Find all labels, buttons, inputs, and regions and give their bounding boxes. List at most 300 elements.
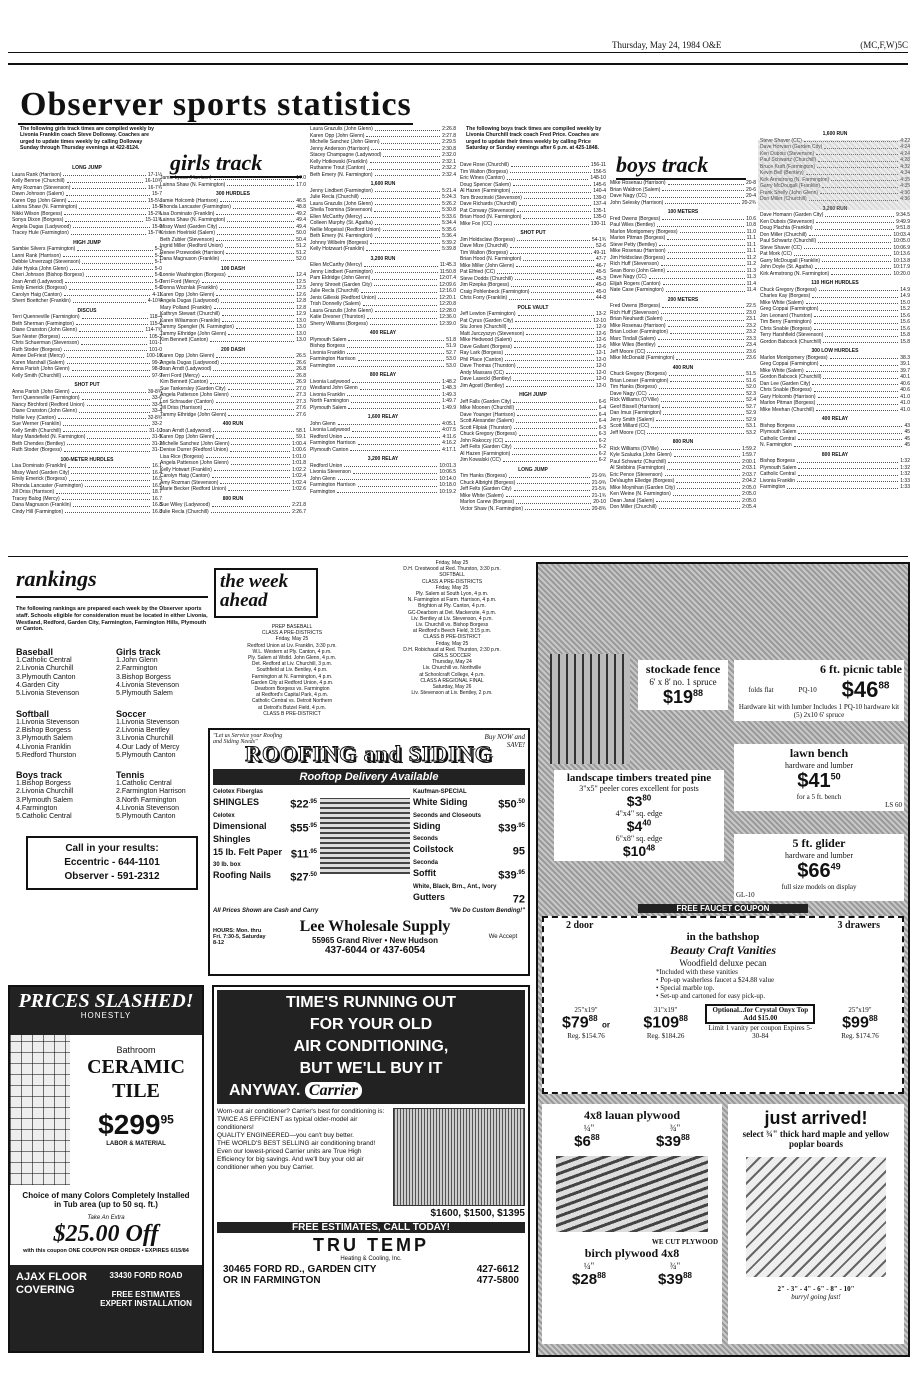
athlete-name: Plymouth Salem: [760, 429, 797, 435]
leader-dots: [668, 180, 744, 185]
stat-mark: 31-1: [151, 447, 162, 453]
leader-dots: [665, 472, 741, 477]
lee-wholesale-phone: 437-6044 or 437-6054: [324, 945, 426, 957]
stat-mark: 12-6: [595, 337, 606, 343]
stat-mark: 4:36: [900, 189, 910, 196]
athlete-name: Tammy Ethridge (John Glenn): [160, 330, 227, 337]
athlete-name: Sonya Dixon (Borgess): [12, 217, 64, 223]
athlete-name: Ruthanne Trout (Canton): [310, 165, 366, 171]
athlete-name: Doug Spencer (Salem): [460, 181, 511, 188]
athlete-name: Michelle Sanchez (John Glenn): [310, 139, 380, 145]
ranking-item: 5.Livonia Stevenson: [16, 690, 80, 698]
athlete-name: Joan Arndt (Ladywood): [160, 366, 212, 372]
roofing-item-price: $\$50^{.50}$: [498, 798, 525, 811]
leader-dots: [825, 212, 894, 217]
stat-mark: 14.9: [900, 286, 910, 293]
stat-mark: 100-10: [146, 353, 162, 359]
leader-dots: [338, 421, 441, 426]
athlete-name: Farmington: [310, 362, 336, 369]
roofing-item-name: 15 lb. Felt Paper: [213, 846, 283, 857]
leader-dots: [353, 469, 437, 474]
athlete-name: Eric Wines (Canton): [460, 175, 505, 181]
stat-mark: 5:36.4: [442, 233, 456, 239]
athlete-name: Dave Homann (Garden City): [760, 212, 824, 218]
athlete-name: Sambie Silvers (Farmington): [12, 246, 76, 252]
stat-mark: 12-6: [595, 343, 606, 350]
athlete-name: Katie Dresner (Thurston): [310, 314, 366, 320]
leader-dots: [214, 305, 295, 310]
leader-dots: [514, 344, 594, 349]
leader-dots: [816, 219, 894, 224]
stat-mark: 12.8: [296, 298, 306, 304]
athlete-name: Victor Shaw (N. Farmington): [460, 505, 523, 512]
stat-mark: 140-4: [593, 188, 606, 194]
athlete-name: Sue Wiley (Ladywood): [160, 502, 211, 508]
athlete-name: Laura Grazulis (John Glenn): [310, 307, 373, 314]
stat-mark: 148-10: [590, 175, 606, 181]
athlete-name: Julie Recla (Churchill): [310, 288, 359, 294]
stat-mark: 40.6: [900, 380, 910, 387]
stat-mark: 15-0: [151, 223, 162, 230]
tile-illustration: [10, 1035, 70, 1185]
leader-dots: [512, 188, 591, 193]
athlete-name: Tammy Spengler (N. Farmington): [160, 324, 234, 330]
stat-mark: 27.3: [296, 398, 306, 405]
stat-mark: 11.4: [746, 280, 756, 287]
athlete-name: Jim Kowalski (CC): [460, 457, 501, 463]
leader-dots: [228, 272, 295, 277]
athlete-name: Jim Rzepka (Borgess): [460, 282, 510, 288]
leader-dots: [806, 300, 899, 305]
stat-mark: 5:21.4: [442, 187, 456, 194]
roofing-item-price: $\$39^{.95}$: [498, 822, 525, 835]
leader-dots: [661, 446, 740, 451]
roofing-item: [413, 867, 525, 883]
stat-mark: 53.0: [446, 362, 456, 369]
stat-row: [760, 442, 910, 449]
athlete-name: Dana Magnuson (Franklin): [160, 256, 220, 262]
leader-dots: [798, 436, 903, 441]
leader-dots: [360, 385, 440, 390]
stat-mark: 15-7: [151, 191, 162, 197]
leader-dots: [337, 489, 437, 494]
stat-mark: 9:34.5: [896, 212, 910, 218]
roofing-item-name: Roofing Nails: [213, 870, 271, 881]
athlete-name: Karen Opp (John Glenn): [160, 434, 215, 440]
leader-dots: [361, 288, 438, 293]
schedule-line: GIRLS SOCCER: [433, 653, 471, 660]
stat-mark: 15.6: [900, 319, 910, 325]
athlete-name: John Doyle (St. Agatha): [760, 264, 813, 270]
carrier-prices: $1600, $1500, $1395: [430, 1208, 525, 1219]
athlete-name: Mike White (Salem): [760, 299, 804, 306]
athlete-name: Dave Mize (Churchill): [460, 243, 508, 249]
stat-mark: 41.0: [900, 400, 910, 406]
stat-mark: 46.5: [296, 197, 306, 204]
event-heading: 300 LOW HURDLES: [811, 348, 859, 354]
roofing-item-name: Kaufman-SPECIAL: [413, 789, 467, 795]
athlete-name: Kelly Hotwart (Franklin): [160, 466, 212, 473]
schedule-line: Det. Redford at Liv. Churchill, 3 p.m.: [251, 661, 333, 668]
athlete-name: Kim Bennett (Canton): [160, 379, 209, 385]
stat-mark: 10:06.5: [439, 469, 456, 475]
schedule-line: Friday, May 25: [435, 560, 469, 566]
ranking-item: 5.Catholic Central: [16, 813, 72, 821]
stat-mark: 10:19.2: [439, 488, 456, 495]
athlete-name: Bishop Borgess: [760, 458, 796, 464]
stat-mark: 12:20.8: [439, 301, 456, 307]
athlete-name: Garry McDougall (Franklin): [760, 257, 821, 264]
athlete-name: Kristen Hoelriskl (Salem): [160, 230, 216, 236]
leader-dots: [510, 243, 594, 248]
athlete-name: Jamie Holcomb (Harrison): [160, 197, 219, 204]
lauan-price-2: $39: [655, 1133, 681, 1150]
athlete-name: Rich Huff (Stevenson): [610, 309, 659, 316]
masthead-rule: [18, 123, 413, 125]
athlete-name: Diane Cranston (John Glenn): [12, 408, 78, 414]
stat-mark: 11.3: [746, 267, 756, 274]
athlete-name: Tammy Ethridge (John Glenn): [160, 411, 227, 418]
event-heading: HIGH JUMP: [519, 392, 547, 398]
stat-mark: 43: [904, 422, 910, 429]
ajax-ad: [8, 985, 204, 1353]
page-header: [0, 40, 916, 58]
lee-wholesale-name: Lee Wholesale Supply: [299, 918, 451, 936]
roofing-item: [213, 788, 317, 796]
girls-column-2: [160, 175, 306, 550]
stat-row: [12, 230, 162, 237]
leader-dots: [676, 355, 744, 360]
we-accept-label: We Accept: [488, 934, 518, 941]
schedule-line: Brighton at Ply. Canton, 4 p.m.: [418, 603, 486, 610]
roofing-item-name: SHINGLES: [213, 797, 260, 807]
leader-dots: [676, 478, 740, 483]
leader-dots: [503, 457, 597, 462]
leader-dots: [68, 198, 145, 203]
athlete-name: Marlon Carew (Borgess): [460, 499, 515, 505]
athlete-name: Ruth Stoder (Borgess): [12, 447, 62, 453]
leader-dots: [67, 178, 144, 183]
leader-dots: [351, 398, 440, 403]
athlete-name: Al Stebbins (Farmington): [610, 465, 666, 471]
stat-mark: 38.3: [900, 354, 910, 361]
schedule-line: at Redford's Capital Park, 4 p.m.: [255, 692, 329, 699]
event-heading: HIGH JUMP: [73, 239, 101, 246]
stat-mark: 12:36.0: [439, 314, 456, 320]
stat-mark: 10:13.8: [893, 257, 910, 264]
roofing-item-name: Seconds and Closeouts: [413, 812, 482, 819]
leader-dots: [656, 498, 740, 503]
athlete-name: Chuck Albright (Borgess): [460, 479, 516, 486]
roofing-item: [413, 812, 525, 820]
athlete-name: Westland John Glenn: [310, 385, 358, 391]
leader-dots: [820, 361, 898, 366]
stat-mark: 156-11: [590, 162, 606, 168]
leader-dots: [222, 318, 294, 323]
athlete-name: Debbie Unverzagt (Stevenson): [12, 259, 81, 265]
stat-mark: 11.1: [746, 248, 756, 254]
event-heading: 800 RELAY: [369, 372, 397, 378]
stat-mark: 12-0: [595, 369, 606, 376]
athlete-name: Livonia Ladywood: [310, 378, 351, 385]
athlete-name: Redford Union: [310, 462, 343, 469]
leader-dots: [344, 434, 440, 439]
leader-dots: [72, 389, 146, 394]
schedule-line: Ply. Salem at South Lyon, 4 p.m.: [415, 591, 489, 598]
event-heading: POLE VAULT: [517, 304, 549, 311]
leader-dots: [510, 250, 592, 255]
stat-mark: 20-2¾: [741, 199, 756, 206]
athlete-name: John Glenn: [310, 420, 336, 427]
stat-mark: 1:48.3: [442, 385, 456, 391]
athlete-name: Diane Cranston (John Glenn): [12, 327, 78, 333]
athlete-name: Tom Brzezinski (Stevenson): [460, 194, 522, 201]
leader-dots: [517, 480, 590, 485]
athlete-name: Jeff Moore (CC): [610, 429, 646, 436]
leader-dots: [661, 261, 745, 266]
leader-dots: [233, 204, 294, 209]
roofing-item-name: Dimensional Shingles: [213, 820, 267, 844]
event-heading: 400 RUN: [222, 421, 244, 427]
event-heading: 400 RELAY: [821, 416, 849, 422]
leader-dots: [374, 282, 437, 287]
athlete-name: Terry Harshfield (Stevenson): [760, 332, 824, 338]
athlete-name: North Farmington: [310, 398, 349, 404]
week-ahead-title-box: [214, 568, 318, 618]
leader-dots: [347, 343, 444, 348]
leader-dots: [58, 415, 146, 420]
stat-row: [460, 506, 606, 513]
athlete-name: Beth Chendes (Bentley): [12, 440, 66, 447]
ranking-item: 1.John Glenn: [116, 657, 158, 665]
stat-mark: 16-10¾: [145, 178, 162, 184]
stat-row: [460, 221, 606, 228]
ranking-item: 5.Plymouth Salem: [116, 690, 173, 698]
headline-line-5: ANYWAY.: [229, 1082, 301, 1099]
stat-mark: 12:07.4: [439, 275, 456, 281]
stat-mark: 10:06.9: [893, 244, 910, 251]
athlete-name: Fred Owens (Borgess): [610, 303, 661, 309]
leader-dots: [662, 216, 744, 221]
stat-mark: 2:26.7: [292, 508, 306, 515]
stat-mark: 51.2: [296, 249, 306, 256]
athlete-name: John Rakoczy (CC): [460, 437, 504, 444]
athlete-name: Michelle Sanchez (John Glenn): [160, 440, 230, 447]
athlete-name: Chuck Gregory (Borgess): [760, 286, 817, 293]
leader-dots: [210, 379, 294, 384]
athlete-name: Dan Lee (Garden City): [760, 380, 811, 387]
stat-mark: 4:22: [900, 137, 910, 144]
headline-line-3: AIR CONDITIONING,: [293, 1038, 449, 1055]
boys-intro: The following boys track times are compiled weekly by Livonia Churchill track coach Fred Price. Coaches are urged to update their times weekly by calling Price Saturday or Sunday evenings after 6 p.m. at 425-1848.: [466, 126, 602, 151]
event-heading: 100 METERS: [667, 209, 699, 215]
athlete-name: Jill Driss (Harrison): [12, 489, 55, 495]
leader-dots: [814, 313, 898, 318]
athlete-name: Karen Opp (John Glenn): [12, 197, 67, 204]
event-heading: 800 RUN: [222, 495, 244, 502]
athlete-name: Mike Rosenau (Harrison): [610, 322, 666, 329]
leader-dots: [825, 332, 898, 337]
event-heading: 800 RUN: [672, 439, 694, 445]
vanity-reg-2: Reg. $184.26: [646, 1032, 685, 1040]
stat-mark: 15.2: [900, 306, 910, 312]
leader-dots: [214, 467, 290, 472]
timbers-cents-2: 40: [642, 818, 652, 828]
leader-dots: [70, 266, 153, 271]
leader-dots: [514, 486, 590, 491]
girls-track-title: girls track: [170, 150, 302, 178]
stat-mark: 11.4: [746, 287, 756, 293]
roofing-tagline: "Let us Service your Roofing and Siding Needs": [213, 733, 283, 745]
leader-dots: [505, 438, 596, 443]
tru-temp-phone-2: 477-5800: [476, 1275, 519, 1286]
athlete-name: Kirk Armstrong (N. Farmington): [760, 270, 830, 277]
leader-dots: [375, 126, 440, 131]
lauan-title: 4x8 lauan plywood: [583, 1108, 681, 1122]
athlete-name: Pam Eldridge (John Glenn): [310, 275, 371, 281]
just-arrived-desc: select ¾" thick hard maple and yellow poplar boards: [742, 1129, 890, 1149]
stat-mark: 10.8: [746, 222, 756, 228]
stat-mark: 14.9: [900, 293, 910, 299]
athlete-name: Rick Williams (O'Ville): [610, 397, 659, 403]
leader-dots: [227, 217, 294, 222]
athlete-name: Paul Schwartz (Churchill): [760, 238, 817, 244]
athlete-name: Dave Nagy (CC): [610, 274, 647, 280]
roofing-item-name: White, Black, Brn., Ant., Ivory: [413, 883, 497, 890]
athlete-name: Tim Hanks (Borgess): [460, 473, 507, 479]
ranking-item: 3.Plymouth Salem: [16, 735, 73, 743]
schedule-line: CLASS B PRE-DISTRICT: [423, 634, 481, 641]
schedule-line: Friday, May 25: [435, 640, 469, 647]
leader-dots: [823, 374, 898, 379]
athlete-name: Marc Tindall (Salem): [610, 335, 656, 342]
stat-mark: 5-0: [154, 285, 162, 291]
stat-mark: 137-4: [593, 201, 606, 207]
stat-mark: 39.7: [900, 367, 910, 374]
athlete-name: Farmington Harrison: [310, 356, 356, 362]
schedule-line: CLASS B PRE-DISTRICT: [263, 710, 321, 717]
athlete-name: Trish Donnelly (Salem): [310, 301, 361, 307]
leader-dots: [531, 289, 594, 294]
ajax-estimates: FREE ESTIMATES EXPERT INSTALLATION: [100, 1290, 192, 1308]
leader-dots: [212, 502, 290, 507]
leader-dots: [231, 441, 290, 446]
stat-mark: 13.0: [296, 337, 306, 343]
leader-dots: [677, 485, 740, 490]
athlete-name: Mike Meehan (Churchill): [760, 406, 815, 413]
bathshop-label: in the bathshop: [686, 931, 760, 943]
leader-dots: [797, 423, 902, 428]
stat-mark: 9:49.9: [896, 218, 910, 225]
leader-dots: [67, 353, 145, 358]
stat-mark: 5:26.2: [442, 200, 456, 207]
stat-mark: 6-2: [598, 437, 606, 444]
stat-mark: 1:59.2: [742, 445, 756, 452]
glider-title: 5 ft. glider: [792, 836, 846, 850]
athlete-name: Farmington: [310, 488, 336, 495]
leader-dots: [219, 224, 294, 229]
stat-row: [160, 412, 306, 419]
athlete-name: Julie Recla (Churchill): [310, 194, 359, 200]
leader-dots: [797, 458, 898, 463]
athlete-name: John Glenn: [310, 475, 336, 482]
stat-mark: 11.1: [746, 235, 756, 241]
stat-mark: 12-0: [595, 376, 606, 382]
stat-row: [610, 200, 756, 207]
leader-dots: [367, 165, 440, 170]
event-heading: 1,600 RUN: [370, 181, 396, 187]
stat-mark: 52.0: [746, 384, 756, 390]
athlete-name: Dan Imus (Farmington): [610, 410, 662, 416]
athlete-name: Phil Place (Canton): [460, 356, 504, 363]
athlete-name: Mike Rosenau (Harrison): [610, 248, 666, 254]
athlete-name: Tim Walton (Borgess): [460, 249, 508, 256]
leader-dots: [220, 480, 290, 485]
athlete-name: Angela Dugas (Ladywood): [160, 298, 219, 304]
roofing-item-name: Celotex Fiberglas: [213, 789, 264, 795]
stat-mark: 4:35: [900, 183, 910, 189]
leader-dots: [831, 271, 891, 276]
stockade-spec: 6' x 8' no. 1 spruce: [649, 677, 717, 687]
leader-dots: [62, 334, 147, 339]
leader-dots: [812, 293, 898, 298]
stat-mark: 99-2: [151, 359, 162, 366]
athlete-name: Donna Woznlak (Franklin): [160, 285, 218, 291]
leader-dots: [79, 204, 150, 209]
leader-dots: [659, 242, 745, 247]
leader-dots: [82, 259, 152, 264]
roofing-headline: ROOFING and SIDING: [245, 741, 493, 766]
athlete-name: Chris Forry (Franklin): [460, 295, 508, 301]
event-heading: 3,200 RUN: [370, 255, 396, 262]
roofing-item-price: 95: [512, 845, 525, 858]
athlete-name: Gary Holcomb (Harrison): [760, 393, 816, 400]
leader-dots: [514, 425, 597, 430]
roofing-item-name: Gutters: [413, 891, 446, 902]
stat-mark: 45: [904, 429, 910, 435]
stat-mark: 20-10: [593, 499, 606, 505]
picnic-cents: 88: [878, 680, 890, 692]
athlete-name: Sean Bono (John Glenn): [610, 267, 666, 274]
event-heading: LONG JUMP: [72, 165, 102, 171]
athlete-name: Kelly Hotzwart (Franklin): [310, 246, 365, 252]
timbers-4x4: 4"x4" sq. edge: [615, 809, 663, 818]
fence-illustration: [550, 654, 630, 764]
leader-dots: [64, 211, 146, 216]
leader-dots: [517, 237, 590, 242]
athlete-name: Cheri Johnson (Bishop Borgess): [12, 272, 84, 278]
leader-dots: [823, 339, 898, 344]
athlete-name: Dave Horvarn (Garden City): [760, 144, 823, 150]
athlete-name: Colleen Murphy (St. Agatha): [310, 220, 373, 226]
leader-dots: [508, 324, 594, 329]
week-ahead-right: [374, 560, 530, 696]
stat-mark: 6-2: [598, 444, 606, 450]
stat-row: [160, 337, 306, 344]
leader-dots: [71, 230, 146, 235]
leader-dots: [649, 274, 745, 279]
carrier-headline: [217, 990, 525, 1104]
stat-mark: 10:13.6: [893, 251, 910, 257]
schedule-line: at Detroit's Butzel Field, 4 p.m.: [258, 704, 326, 711]
leader-dots: [516, 263, 594, 268]
stat-mark: 52.7: [446, 349, 456, 356]
stat-mark: 16.8: [152, 502, 162, 508]
athlete-name: Kelly Smith (Churchill): [12, 372, 62, 379]
stat-mark: 5:39.2: [442, 239, 456, 246]
athlete-name: Terri Ford (Mercy): [160, 278, 200, 285]
stat-mark: 139-0: [593, 194, 606, 201]
